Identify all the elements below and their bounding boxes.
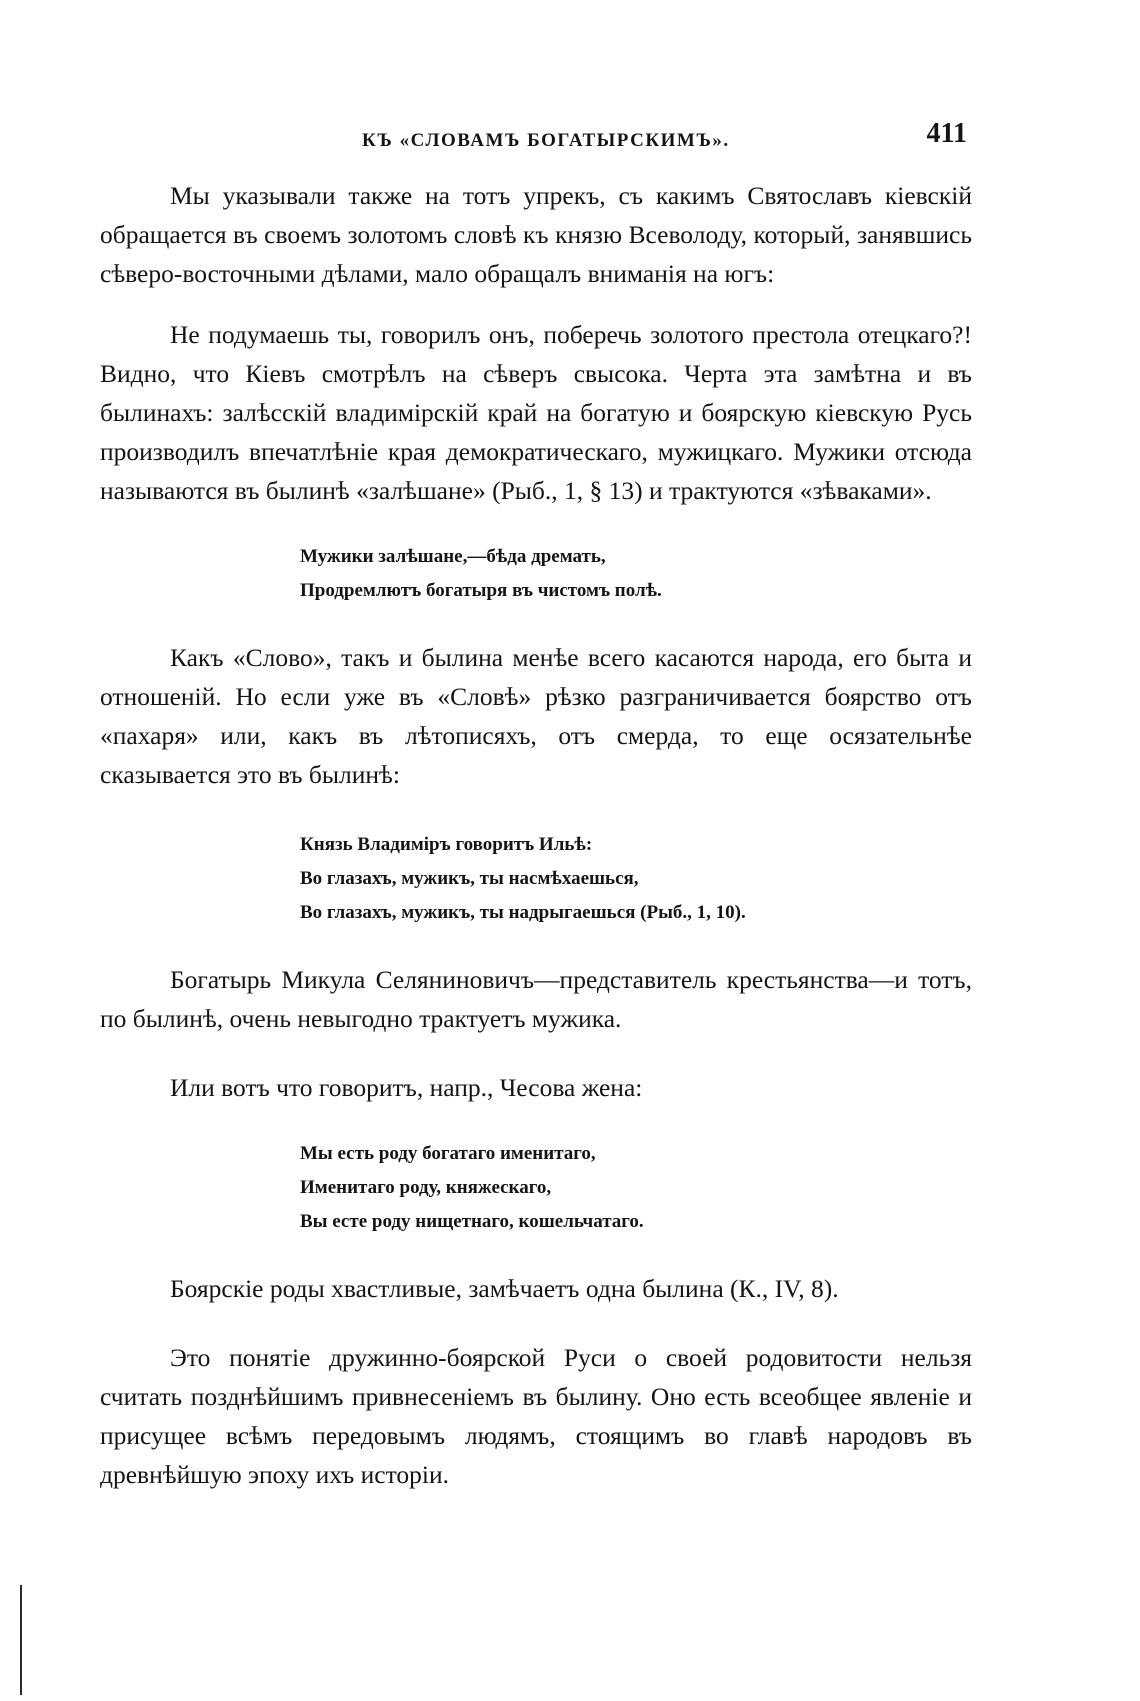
verse-line: Продремлютъ богатыря въ чистомъ полѣ.	[300, 580, 662, 601]
verse-quote	[100, 540, 972, 608]
verse-quote	[100, 828, 972, 930]
paragraph: Не подумаешь ты, говорилъ онъ, поберечь золотого престола отецкаго?! Видно, что Кіевъ смотрѣлъ на сѣверъ свысока. Черта эта замѣтна и въ былинахъ: залѣсскій владимірскій край на богатую и боярскую кіевскую Русь производилъ впечатлѣніе края демократическаго, мужицкаго. Мужики отсюда называются въ былинѣ «залѣшане» (Рыб., 1, § 13) и трактуются «зѣваками».	[100, 320, 972, 505]
page-header	[170, 118, 970, 158]
page-body	[100, 176, 972, 1494]
paragraph: Боярскіе роды хвастливые, замѣчаетъ одна былина (К., IV, 8).	[170, 1274, 839, 1303]
paragraph: Или вотъ что говоритъ, напр., Чесова жена:	[170, 1073, 643, 1102]
scan-margin-line	[20, 1585, 22, 1695]
paragraph: Это понятіе дружинно-боярской Руси о своей родовитости нельзя считать позднѣйшимъ привнесеніемъ въ былину. Оно есть всеобщее явленіе и присущее всѣмъ передовымъ людямъ, стоящимъ во главѣ народовъ въ древнѣйшую эпоху ихъ исторіи.	[100, 1343, 972, 1489]
paragraph: Богатырь Микула Селяниновичъ—представитель крестьянства—и тотъ, по былинѣ, очень невыгодно трактуетъ мужика.	[100, 965, 972, 1033]
verse-line: Во глазахъ, мужикъ, ты насмѣхаешься,	[300, 868, 639, 889]
verse-line: Князь Владиміръ говоритъ Ильѣ:	[300, 834, 593, 855]
verse-line: Именитаго роду, княжескаго,	[300, 1177, 552, 1198]
verse-line: Мы есть роду богатаго именитаго,	[300, 1143, 596, 1164]
verse-quote	[100, 1137, 972, 1239]
verse-line: Во глазахъ, мужикъ, ты надрыгаешься (Рыб., 1, 10).	[300, 902, 746, 923]
running-title: КЪ «СЛОВАМЪ БОГАТЫРСКИМЪ».	[362, 130, 730, 151]
paragraph: Мы указывали также на тотъ упрекъ, съ какимъ Святославъ кіевскій обращается въ своемъ золотомъ словѣ къ князю Всеволоду, который, занявшись сѣверо-восточными дѣлами, мало обращалъ вниманія на югъ:	[100, 181, 972, 288]
verse-line: Мужики залѣшане,—бѣда дремать,	[300, 546, 606, 567]
verse-line: Вы есте роду нищетнаго, кошельчатаго.	[300, 1211, 644, 1232]
paragraph: Какъ «Слово», такъ и былина менѣе всего касаются народа, его быта и отношеній. Но если уже въ «Словѣ» рѣзко разграничивается боярство отъ «пахаря» или, какъ въ лѣтописяхъ, отъ смерда, то еще осязательнѣе сказывается это въ былинѣ:	[100, 643, 972, 789]
page-number: 411	[926, 118, 967, 149]
